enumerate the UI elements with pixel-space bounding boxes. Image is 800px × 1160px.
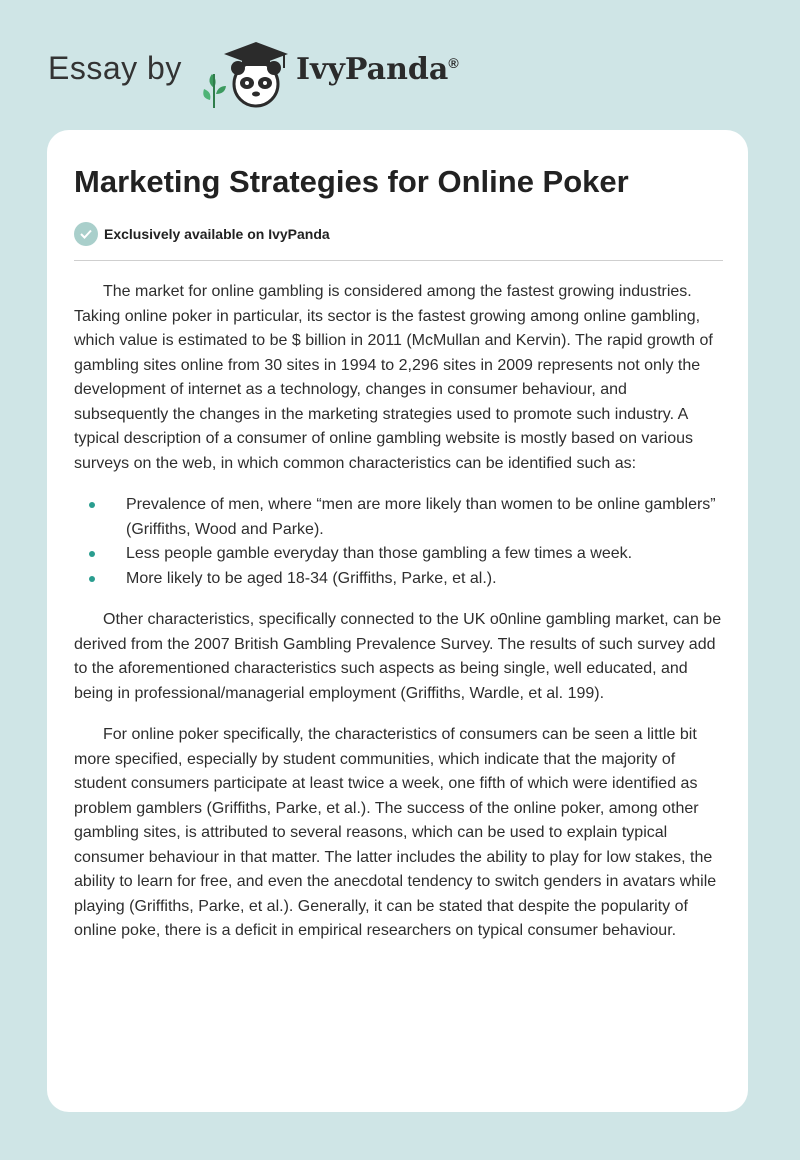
check-icon <box>74 222 98 246</box>
registered-mark: ® <box>448 55 459 71</box>
paragraph: The market for online gambling is considered among the fastest growing industries. Taking online poker in particular, its sector is the fastest growing among online gambling, which value is estimated to be $ billion in 2011 (McMullan and Kervin). The rapid growth of gambling sites online from 30 sites in 1994 to 2,296 sites in 2009 represents not only the development of internet as a technology, changes in consumer behaviour, and subsequently the changes in the marketing strategies used to promote such industry. A typical description of a consumer of online gambling website is mostly based on various surveys on the web, in which common characteristics can be identified such as: <box>74 283 713 472</box>
essay-by-label: Essay by <box>48 50 182 86</box>
panda-logo-icon[interactable] <box>200 34 296 110</box>
paragraph: For online poker specifically, the characteristics of consumers can be seen a little bit more specified, especially by student communities, which indicate that the majority of student consumers participate at least twice a week, one fifth of which were identified as problem gamblers (Griffiths, Parke, et al.). The success of the online poker, among other gambling sites, is attributed to several reasons, which can be used to explain typical consumer behaviour in that matter. The latter includes the ability to play for low stakes, the ability to learn for free, and even the anecdotal tendency to switch genders in avatars while playing (Griffiths, Parke, et al.). Generally, it can be stated that despite the popularity of online poke, there is a deficit in empirical researchers on typical consumer behaviour. <box>74 726 717 939</box>
list-item: Less people gamble everyday than those gambling a few times a week. <box>74 542 724 567</box>
list-item: Prevalence of men, where “men are more likely than women to be online gamblers” (Griffiths, Wood and Parke). <box>74 493 724 542</box>
site-header <box>48 34 748 114</box>
paragraph: Other characteristics, specifically connected to the UK o0nline gambling market, can be derived from the 2007 British Gambling Prevalence Survey. The results of such survey add to the aforementioned characteristics such aspects as being single, well educated, and being in professional/managerial employment (Griffiths, Wardle, et al. 199). <box>74 611 722 702</box>
page-title: Marketing Strategies for Online Poker <box>74 164 629 199</box>
essay-card <box>47 130 748 1112</box>
divider <box>74 260 723 261</box>
brand-name[interactable]: IvyPanda® <box>296 52 459 87</box>
essay-body <box>74 280 724 961</box>
characteristics-list <box>74 493 724 591</box>
exclusive-badge <box>74 222 330 246</box>
list-item: More likely to be aged 18-34 (Griffiths, Parke, et al.). <box>74 567 724 592</box>
exclusive-label: Exclusively available on IvyPanda <box>104 226 330 242</box>
